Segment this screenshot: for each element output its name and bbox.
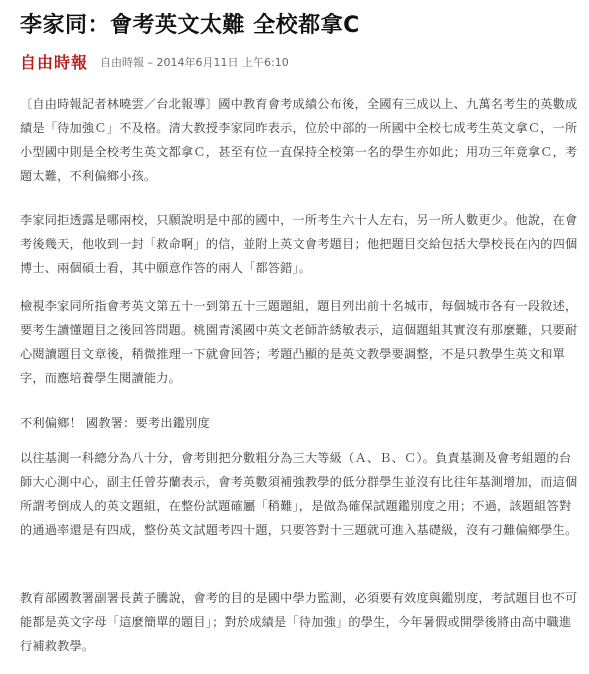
- article-paragraph: 檢視李家同所指會考英文第五十一到第五十三題題組，題目列出前十名城市，每個城市各有一段敘述，要考生讀懂題目之後回答問題。桃園青溪國中英文老師許綉敏表示，這個題組其實沒有那麼難，只要耐心閱讀題目文章後，稍微推理一下就會回答；考題凸顯的是英文教學要調整，不是只教學生英文和單字，而應培養學生閱讀能力。: [20, 299, 578, 385]
- article-subheading: 不利偏鄉！ 國教署：要考出鑑別度: [20, 416, 210, 430]
- publish-meta: 自由時報 – 2014年6月11日 上午6:10: [100, 55, 289, 69]
- article-paragraph: 李家同拒透露是哪兩校，只願說明是中部的國中，一所考生六十人左右，另一所人數更少。他說，在會考後幾天，他收到一封「救命啊」的信，並附上英文會考題目；他把題目交給包括大學校長在內的四個博士、兩個碩士看，其中願意作答的兩人「都答錯」。: [20, 213, 578, 275]
- byline: [20, 50, 289, 73]
- article-paragraph: 〔自由時報記者林曉雲／台北報導〕國中教育會考成績公布後，全國有三成以上、九萬名考生的英數成績是「待加強Ｃ」不及格。清大教授李家同昨表示，位於中部的一所國中全校七成考生英文拿Ｃ，一所小型國中則是全校考生英文都拿Ｃ，甚至有位一直保持全校第一名的學生亦如此；用功三年竟拿Ｃ，考題太難，不利偏鄉小孩。: [20, 97, 578, 183]
- article-paragraph: 教育部國教署副署長黃子騰說，會考的目的是國中學力監測，必須要有效度與鑑別度，考試題目也不可能都是英文字母「這麼簡單的題目」；對於成績是「待加強」的學生，今年暑假或開學後將由高中職進行補救教學。: [20, 591, 578, 653]
- article-headline: 李家同：會考英文太難 全校都拿C: [20, 13, 360, 38]
- publisher-logo: 自由時報: [20, 53, 89, 72]
- article-paragraph: 以往基測一科總分為八十分，會考則把分數粗分為三大等級（Ａ、Ｂ、Ｃ）。負責基測及會考組題的台師大心測中心，副主任曾芬蘭表示，會考英數須補強教學的低分群學生並沒有比往年基測增加，而這個所謂考倒成人的英文題組，在整份試題確屬「稍難」，是做為確保試題鑑別度之用；不過，該題組答對的通過率還是有四成，整份英文試題考四十題，只要答對十三題就可進入基礎級，沒有刁難偏鄉學生。: [20, 451, 578, 537]
